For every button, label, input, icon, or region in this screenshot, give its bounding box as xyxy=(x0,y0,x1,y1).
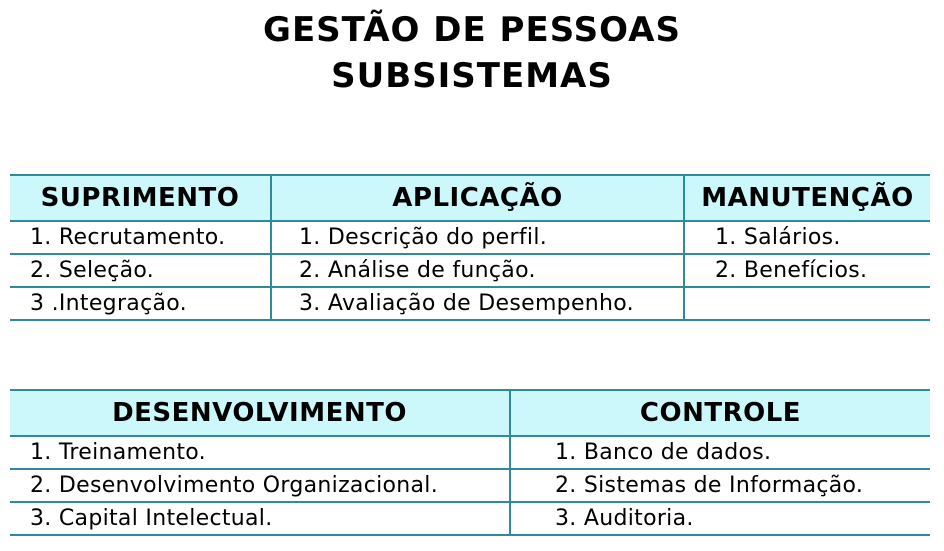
page-title: GESTÃO DE PESSOAS xyxy=(263,10,681,50)
page-subtitle: SUBSISTEMAS xyxy=(331,56,613,96)
table-row xyxy=(10,221,930,254)
table-cell: 3. Auditoria. xyxy=(510,502,930,535)
table-row xyxy=(10,502,930,535)
table-cell: 1. Salários. xyxy=(684,221,930,254)
table-cell: 2. Desenvolvimento Organizacional. xyxy=(10,469,510,502)
header-suprimento: SUPRIMENTO xyxy=(10,175,271,221)
table-cell: 2. Sistemas de Informação. xyxy=(510,469,930,502)
header-aplicacao: APLICAÇÃO xyxy=(271,175,684,221)
table-row xyxy=(10,287,930,320)
header-desenvolvimento: DESENVOLVIMENTO xyxy=(10,390,510,436)
table-cell: 3. Avaliação de Desempenho. xyxy=(271,287,684,320)
table-cell: 1. Recrutamento. xyxy=(10,221,271,254)
subsystems-table-2 xyxy=(10,389,930,536)
table-row xyxy=(10,254,930,287)
table-cell: 2. Análise de função. xyxy=(271,254,684,287)
table-cell: 1. Descrição do perfil. xyxy=(271,221,684,254)
table-row xyxy=(10,469,930,502)
table-cell: 2. Seleção. xyxy=(10,254,271,287)
header-manutencao: MANUTENÇÃO xyxy=(684,175,930,221)
table-row xyxy=(10,436,930,469)
table-cell: 1. Treinamento. xyxy=(10,436,510,469)
table-header-row xyxy=(10,390,930,436)
table-cell: 1. Banco de dados. xyxy=(510,436,930,469)
table-header-row xyxy=(10,175,930,221)
table-cell xyxy=(684,287,930,320)
header-controle: CONTROLE xyxy=(510,390,930,436)
table-cell: 3 .Integração. xyxy=(10,287,271,320)
subsystems-table-1 xyxy=(10,174,930,321)
table-cell: 3. Capital Intelectual. xyxy=(10,502,510,535)
table-cell: 2. Benefícios. xyxy=(684,254,930,287)
